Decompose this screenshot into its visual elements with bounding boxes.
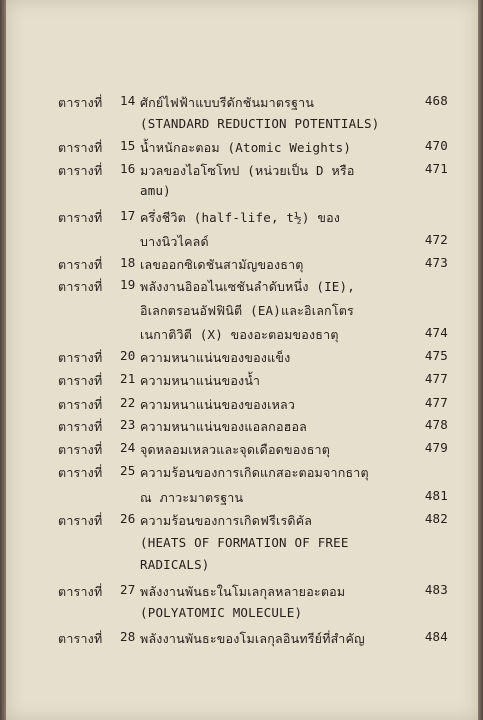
table-label: ตารางที่ — [58, 584, 103, 599]
table-title: น้ำหนักอะตอม (Atomic Weights) — [140, 140, 352, 155]
table-title: ศักย์ไฟฟ้าแบบรีดักชันมาตรฐาน — [140, 95, 315, 110]
page-number: 472 — [424, 232, 448, 247]
table-number: 22 — [120, 395, 136, 410]
table-title: ความหนาแน่นของแอลกอฮอล — [140, 419, 308, 434]
page-number: 470 — [424, 138, 448, 153]
table-number: 21 — [120, 371, 136, 386]
table-number: 17 — [120, 208, 136, 223]
table-title-cont: (STANDARD REDUCTION POTENTIALS) — [140, 116, 380, 131]
page-number: 481 — [424, 488, 448, 503]
page-number: 478 — [424, 417, 448, 432]
table-title-cont: amu) — [140, 183, 171, 198]
book-page — [6, 0, 478, 720]
table-number: 14 — [120, 93, 136, 108]
right-page-edge — [478, 0, 483, 720]
table-number: 24 — [120, 440, 136, 455]
table-title: เลขออกซิเดชันสามัญของธาตุ — [140, 257, 304, 272]
table-number: 16 — [120, 161, 136, 176]
table-number: 26 — [120, 511, 136, 526]
table-label: ตารางที่ — [58, 419, 103, 434]
table-title: จุดหลอมเหลวและจุดเดือดของธาตุ — [140, 442, 331, 457]
page-number: 484 — [424, 629, 448, 644]
table-number: 28 — [120, 629, 136, 644]
table-number: 18 — [120, 255, 136, 270]
table-label: ตารางที่ — [58, 465, 103, 480]
table-number: 23 — [120, 417, 136, 432]
table-title: พลังงานพันธะของโมเลกุลอินทรีย์ที่สำคัญ — [140, 631, 365, 646]
page-number: 468 — [424, 93, 448, 108]
table-label: ตารางที่ — [58, 279, 103, 294]
page-number: 474 — [424, 325, 448, 340]
table-label: ตารางที่ — [58, 257, 103, 272]
table-title: มวลของไอโซโทป (หน่วยเป็น D หรือ — [140, 163, 355, 178]
table-number: 20 — [120, 348, 136, 363]
table-title: ความหนาแน่นของน้ำ — [140, 373, 261, 388]
table-label: ตารางที่ — [58, 350, 103, 365]
table-title-cont: (HEATS OF FORMATION OF FREE — [140, 535, 349, 550]
table-label: ตารางที่ — [58, 210, 103, 225]
table-title-cont: (POLYATOMIC MOLECULE) — [140, 605, 303, 620]
page-number: 479 — [424, 440, 448, 455]
table-number: 27 — [120, 582, 136, 597]
table-label: ตารางที่ — [58, 442, 103, 457]
table-title-cont: อิเลกตรอนอัฟฟินิตี (EA)และอิเลกโตร — [140, 303, 354, 318]
page-number: 473 — [424, 255, 448, 270]
table-label: ตารางที่ — [58, 373, 103, 388]
table-title: พลังงานพันธะในโมเลกุลหลายอะตอม — [140, 584, 346, 599]
table-number: 15 — [120, 138, 136, 153]
table-title-cont: ณ ภาวะมาตรฐาน — [140, 490, 244, 505]
page-number: 477 — [424, 395, 448, 410]
page-number: 482 — [424, 511, 448, 526]
table-title-cont: RADICALS) — [140, 557, 210, 572]
table-number: 19 — [120, 277, 136, 292]
page-number: 483 — [424, 582, 448, 597]
table-label: ตารางที่ — [58, 140, 103, 155]
table-title: ความหนาแน่นของของแข็ง — [140, 350, 291, 365]
table-label: ตารางที่ — [58, 397, 103, 412]
page-number: 471 — [424, 161, 448, 176]
table-title: ความร้อนของการเกิดแกสอะตอมจากธาตุ — [140, 465, 369, 480]
table-title-cont: บางนิวไคลด์ — [140, 234, 209, 249]
table-title: พลังงานอิออไนเซชันลำดับหนึ่ง (IE), — [140, 279, 355, 294]
table-title: ครึ่งชีวิต (half-life, t½) ของ — [140, 210, 341, 225]
page-number: 477 — [424, 371, 448, 386]
table-label: ตารางที่ — [58, 513, 103, 528]
table-label: ตารางที่ — [58, 95, 103, 110]
table-label: ตารางที่ — [58, 631, 103, 646]
table-title: ความร้อนของการเกิดฟรีเรดิคัล — [140, 513, 313, 528]
table-title-cont: เนกาติวิตี (X) ของอะตอมของธาตุ — [140, 327, 339, 342]
page-number: 475 — [424, 348, 448, 363]
table-title: ความหนาแน่นของของเหลว — [140, 397, 296, 412]
table-number: 25 — [120, 463, 136, 478]
table-label: ตารางที่ — [58, 163, 103, 178]
